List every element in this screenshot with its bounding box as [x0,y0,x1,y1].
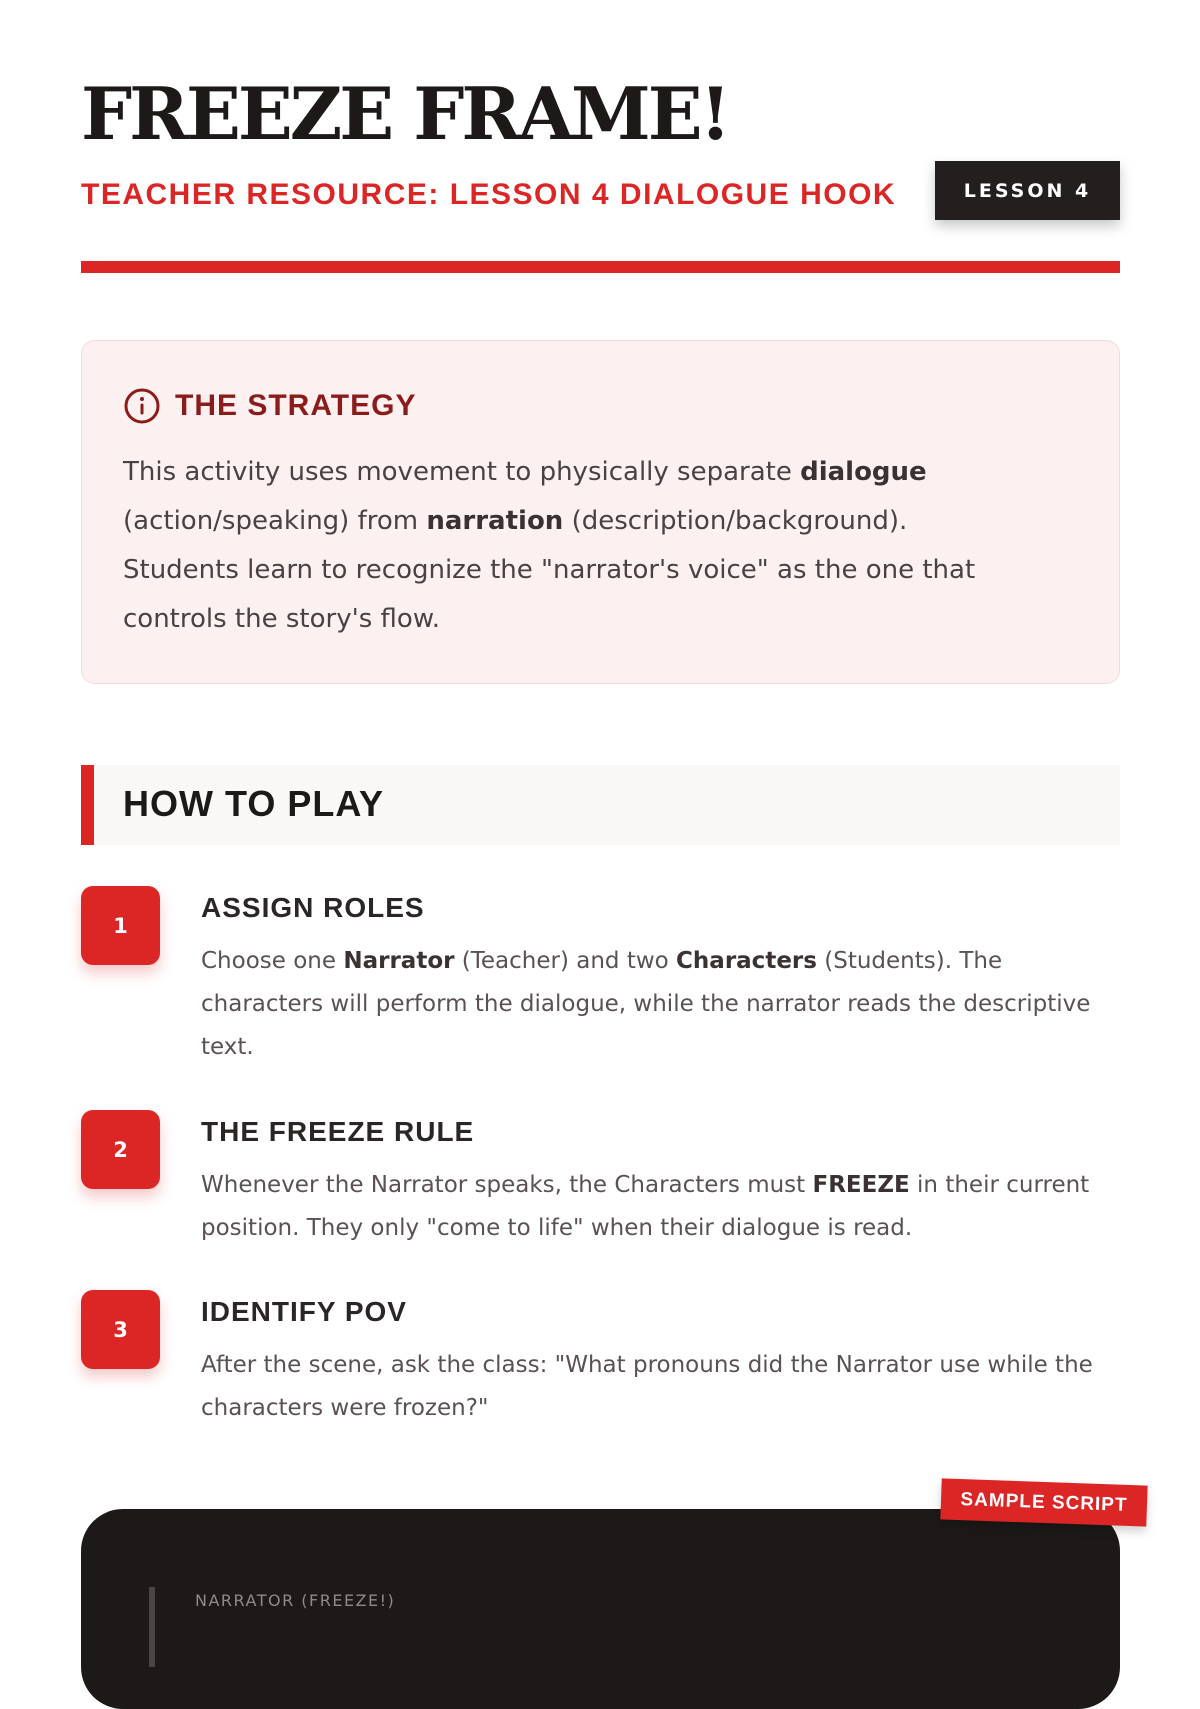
lesson-badge: LESSON 4 [935,161,1120,220]
step-title: IDENTIFY POV [201,1296,407,1327]
term-narration: narration [426,506,564,536]
sample-script-card [81,1509,1120,1709]
script-quote-bar [149,1587,155,1667]
step-number: 2 [81,1110,160,1189]
step-text: Whenever the Narrator speaks, the Characters must FREEZE in their current position. They only "come to life" when their dialogue is read. [201,1172,1090,1241]
strategy-title: THE STRATEGY [175,389,417,422]
header-divider [81,261,1120,273]
section-title: HOW TO PLAY [123,783,385,824]
step-title: ASSIGN ROLES [201,892,425,923]
how-to-play-header [81,765,1120,845]
info-icon [123,387,161,425]
step-text: Choose one Narrator (Teacher) and two Characters (Students). The characters will perform the dialogue, while the narrator reads the descriptive text. [201,948,1091,1060]
page-subtitle: TEACHER RESOURCE: LESSON 4 DIALOGUE HOOK [81,178,897,211]
sample-script-tag: SAMPLE SCRIPT [940,1478,1147,1526]
step-number: 1 [81,886,160,965]
step-number: 3 [81,1290,160,1369]
script-speaker-label: NARRATOR (FREEZE!) [195,1591,396,1610]
page-title: FREEZE FRAME! [81,71,729,156]
term-dialogue: dialogue [800,457,927,487]
strategy-text: This activity uses movement to physically separate dialogue (action/speaking) from narration (description/background). Students learn to recognize the "narrator's voice" as the one that controls the story's flow. [123,457,976,634]
strategy-callout [81,340,1120,684]
step-text: After the scene, ask the class: "What pronouns did the Narrator use while the characters were frozen?" [201,1352,1093,1421]
step-title: THE FREEZE RULE [201,1116,475,1147]
strategy-header [123,387,416,425]
